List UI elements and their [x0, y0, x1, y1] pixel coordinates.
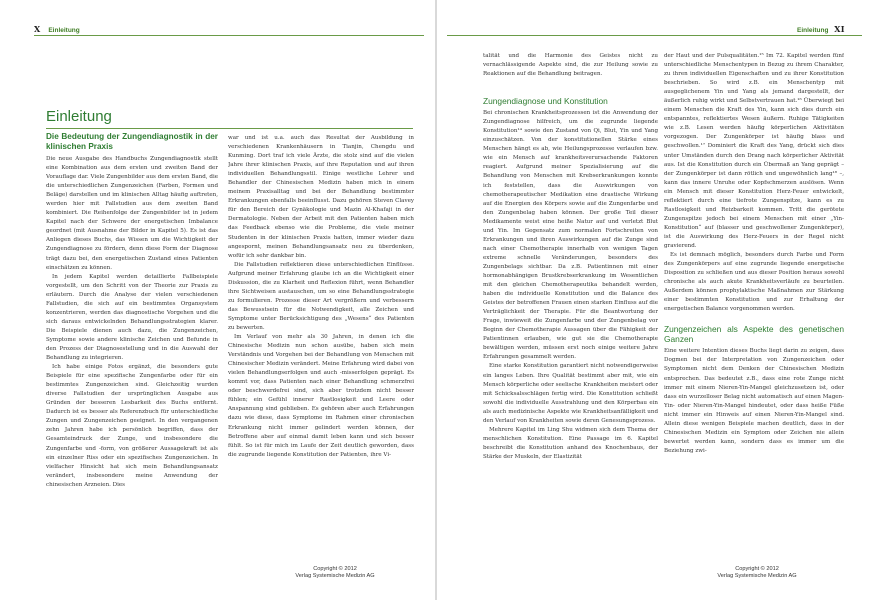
right-column-1	[483, 52, 658, 562]
paragraph: war und ist u.a. auch das Resultat der Ausbildung in verschiedenen Krankenhäusern in Tianjin, Chengdu und Kunming. Dort traf ich viele Ärzte, die stolz sind auf die vielen Jahre ihrer klinischen Praxis, auf ihre Reputation und auf ihren individuellen Behandlungsstil. Einige westliche Lehrer und Behandler der Chinesischen Medizin haben mich in einem meinem Praxisalltag und bei der Behandlung bestimmter Erkrankungen ebenfalls beeinflusst. Dazu gehören Steven Clavey für den Bereich der Gynäkologie und Mazin Al-Khafaji in der Dermatologie. Neben der Arbeit mit den Patienten haben mich das Feedback ebenso wie die Probleme, die viele meiner Studenten in der klinischen Praxis hatten, immer wieder dazu angespornt, meinen Behandlungsansatz neu zu überdenken, wofür ich sehr dankbar bin.	[228, 135, 414, 259]
right-column-2	[664, 52, 844, 562]
right-page-header	[797, 24, 867, 34]
paragraph: Es ist demnach möglich, besonders durch Farbe und Form des Zungenkörpers auf eine zugrunde liegende energetische Disposition zu schließen und aus dieser Position heraus sowohl chronische als auch akute Krankheitsverläufe zu beurteilen. Außerdem können prophylaktische Maßnahmen zur Stärkung einer bestimmten Konstitution und zur Erhaltung der energetischen Balance vorgenommen werden.	[664, 252, 844, 313]
paragraph: In jedem Kapitel werden detaillierte Fallbeispiele vorgestellt, um den Schritt von der Theorie zur Praxis zu erläutern. Durch die Analyse der vielen verschiedenen Fallstudien, die sich auf ein bestimmtes Organsystem konzentrieren, werden das diagnostische Vorgehen und die sich daraus entwickelnden Behandlungsstrategien klarer. Die Beispiele dienen auch dazu, die Zungenzeichen, Symptome sowie andere klinische Zeichen und Befunde in den Prozess der Diagnosestellung und in die Auswahl der Behandlung zu integrieren.	[46, 273, 218, 362]
page-number: XI	[834, 24, 845, 34]
paragraph: Die Fallstudien reflektieren diese unterschiedlichen Einflüsse. Aufgrund meiner Erfahrung glaube ich an die Wichtigkeit einer Diskussion, die zu Klarheit und Reflexion führt, wenn Behandler ihre Sichtweisen austauschen, um so eine Behandlungsstrategie zu formulieren. Prozesse dieser Art vergrößern und verbessern das Bewusstsein für die Notwendigkeit, alle Zeichen und Symptome unter Berücksichtigung des „Wesens“ des Patienten zu bewerten.	[228, 261, 414, 331]
copyright-footer	[270, 566, 400, 580]
chapter-title: Einleitung	[46, 108, 112, 125]
left-page	[0, 0, 435, 600]
section-heading: Zungenzeichen als Aspekte des genetischen Ganzen	[664, 324, 844, 345]
footer-publisher: Verlag Systemische Medizin AG	[295, 573, 375, 579]
paragraph: Bei chronischen Krankheitsprozessen ist die Anwendung der Zungendiagnose hilfreich, um die zugrunde liegende Konstitution¹⁴ sowie den Zustand von Qi, Blut, Yin und Yang einzuschätzen. Von der konstitutionellen Stärke eines Menschen hängt es ab, wie Heilungsprozesse verlaufen bzw. wie ein Mensch auf krankheitsverursachende Faktoren reagiert. Aufgrund meiner Spezialisierung auf die Behandlung von Menschen mit Krebserkrankungen konnte ich feststellen, dass die Auswirkungen von chemotherapeutischer Medikation eine drastische Wirkung auf die Energien des Körpers sowie auf die Zungenfarbe und den Zungenbelag haben können. Der große Teil dieser Medikamente weist eine heiße Natur auf und verletzt Blut und Yin. Im Gegensatz zum normalen Fortschreiten von Erkrankungen und ihren Auswirkungen auf die Zunge sind nach einer Chemotherapie innerhalb von wenigen Tagen extreme schnelle Veränderungen, besonders des Zungenbelags sichtbar. Da z.B. Patientinnen mit einer hormonabhängigen Brustkrebserkrankung im Wesentlichen mit den gleichen Chemotherapeutika behandelt werden, haben die individuelle Konstitution und die Balance des Geistes der betroffenen Frauen einen starken Einfluss auf die Verträglichkeit der Therapie. Für die Beantwortung der Frage, inwieweit die Zungenfarbe und der Zungenbelag vor Beginn der Chemotherapie Aussagen über die Fähigkeit der Patientinnen erlauben, wie gut sie die Chemotherapie bewältigen werden, müssen erst noch einige weitere Jahre Erfahrungen gesammelt werden.	[483, 110, 658, 361]
running-head: Einleitung	[48, 27, 80, 34]
paragraph: Eine weitere Intention dieses Buchs liegt darin zu zeigen, dass Dogmen bei der Interpretation von Zungenzeichen oder Symptomen nicht dem Denken der Chinesischen Medizin entsprechen. Das bedeutet z.B., dass eine rote Zunge nicht immer mit einem Nieren-Yin-Mangel gleichzusetzen ist, oder dass ein wurzelloser Belag nicht automatisch auf einen Magen-Yin- oder Nieren-Yin-Mangel hindeutet, oder dass heiße Füße nicht immer ein Hinweis auf einen Nieren-Yin-Mangel sind. Allein diese wenigen Beispiele machen deutlich, dass in der Chinesischen Medizin ein Symptom oder Zeichen nie allein bewertet werden kann, sondern dass es immer um die Beziehung zwi-	[664, 348, 844, 454]
paragraph: Mehrere Kapitel im Ling Shu widmen sich dem Thema der menschlichen Konstitution. Eine Passage im 6. Kapitel beschreibt die Konstitution anhand des Knochenbaus, der Stärke der Muskeln, der Elastizität	[483, 426, 658, 460]
header-rule	[34, 35, 424, 36]
right-page	[437, 0, 872, 600]
section-heading: Die Bedeutung der Zungendiagnostik in der klinischen Praxis	[46, 132, 218, 151]
paragraph: Eine starke Konstitution garantiert nicht notwendigerweise ein langes Leben. Ihre Qualität bestimmt aber mit, wie ein Mensch körperliche oder seelische Krankheiten meistert oder mit Schicksalsschlägen fertig wird. Die Konstitution schließt sowohl die individuelle Ausstrahlung und den Körperbau ein als auch medizinische Aspekte wie Krankheitsanfälligkeit und den Verlauf von Krankheiten sowie deren Genesungsprozess.	[483, 363, 658, 424]
left-page-header	[34, 24, 154, 34]
running-head: Einleitung	[797, 27, 829, 34]
footer-copyright: Copyright © 2012	[735, 566, 779, 572]
paragraph: Ich habe einige Fotos ergänzt, die besonders gute Beispiele für eine spezifische Zungenfarbe oder für ein bestimmtes Zungenzeichen sind. Gleichzeitig wurden diverse Fallstudien der ursprünglichen Ausgabe aus Gründen der besseren Lesbarkeit des Buchs entfernt. Dadurch ist es besser als Referenzbuch für unterschiedliche Zungen und Zungenzeichen geeignet. In den vergangenen zehn Jahren habe ich persönlich begriffen, dass der Gesamteindruck der Zunge, und insbesondere die Zungenfarbe und -form, von größerer Aussagekraft ist als ein einzelner Riss oder ein spezifisches Zungenzeichen. In vielfacher Hinsicht hat sich mein Behandlungsansatz verändert, insbesondere meine Anwendung der chinesischen Arzneien. Dies	[46, 364, 218, 488]
paragraph: Im Verlauf von mehr als 30 Jahren, in denen ich die Chinesische Medizin nun schon ausübe, haben sich mein Verständnis und Vorgehen bei der Behandlung von Menschen mit Chinesischer Medizin verändert. Meine Erfahrung wird dabei von vielen Behandlungserfolgen und auch -misserfolgen geprägt. Es kommt vor, dass Patienten nach einer Behandlung schmerzfrei oder beschwerdefrei sind, sich aber trotzdem nicht besser fühlen; ein Gefühl innerer Rastlosigkeit und Leere oder Anspannung sind geblieben. Es gehören aber auch Erfahrungen dazu wie diese, dass Symptome im Rahmen einer chronischen Erkrankung nicht immer gelindert werden können, der Betroffene aber auf einmal damit leben kann und sich besser fühlt. So ist für mich im Laufe der Zeit deutlich geworden, dass die zugrunde liegende Konstitution der Patienten, ihre Vi-	[228, 334, 414, 458]
paragraph: talität und die Harmonie des Geistes nicht zu vernachlässigende Aspekte sind, die zur Heilung sowie zu Reaktionen auf die Behandlung beitragen.	[483, 53, 658, 78]
header-rule	[447, 35, 862, 36]
chapter-rule	[46, 128, 413, 129]
footer-publisher: Verlag Systemische Medizin AG	[717, 573, 797, 579]
paragraph: der Haut und der Pulsqualitäten.¹⁵ Im 72. Kapitel werden fünf unterschiedliche Menschentypen in Bezug zu ihrem Charakter, zu ihren individuellen Eigenschaften und zu ihrer Konstitution beschrieben. So wird z.B. ein Menschentyp mit ausgeglichenem Yin und Yang als jemand dargestellt, der äußerlich ruhig wirkt und Selbstvertrauen hat.¹⁶ Überwiegt bei einem Menschen die Kraft des Yin, kann sich dies durch ein entspanntes, reflektiertes Wesen äußern. Ruhige Tätigkeiten wie z.B. Lesen werden häufig körperlichen Aktivitäten vorgezogen. Der Zungenkörper ist häufig blass und geschwollen.¹⁷ Dominiert die Kraft des Yang, drückt sich dies unter Umständen durch den Drang nach körperlicher Aktivität aus. Ist die Konstitution durch ein Übermaß an Yang geprägt – der Zungenkörper ist dann rötlich und ungewöhnlich lang¹⁸ –, kann das innere Unruhe oder Kopfschmerzen auslösen. Wenn ein Mensch mit dieser Konstitution Herz-Feuer entwickelt, reflektiert durch eine tiefrote Zungenspitze, kann es zu Rastlosigkeit und Reizbarkeit kommen. Tritt die gerötete Zungenspitze jedoch bei einem Menschen mit einer „Yin-Konstitution“ auf (blasser und geschwollener Zungenkörper), ist die Auswirkung des Herz-Feuers in der Regel nicht gravierend.	[664, 53, 844, 249]
page-number: X	[34, 24, 41, 34]
left-column-1	[46, 132, 218, 562]
paragraph: Die neue Ausgabe des Handbuchs Zungendiagnostik stellt eine Kombination aus dem ersten und zweiten Band der Vorauflage dar. Viele Zungenbilder aus dem ersten Band, die die unterschiedlichen Zungenzeichen (Farben, Formen und Beläge) darstellen und im klinischen Alltag häufig auftreten, werden hier mit Fallstudien aus dem zweiten Band kombiniert. Die Reihenfolge der Zungenbilder ist in jedem Kapitel nach der Schwere der energetischen Imbalance geordnet (mit Ausnahme der Bilder in Kapitel 5). Es ist das Anliegen dieses Buchs, das Wissen um die Wichtigkeit der Zungendiagnose zu fördern, denn diese Form der Diagnose trägt dazu bei, den energetischen Zustand eines Patienten einschätzen zu können.	[46, 156, 218, 271]
left-column-2	[228, 134, 414, 562]
footer-copyright: Copyright © 2012	[313, 566, 357, 572]
section-heading: Zungendiagnose und Konstitution	[483, 96, 608, 107]
copyright-footer	[692, 566, 822, 580]
